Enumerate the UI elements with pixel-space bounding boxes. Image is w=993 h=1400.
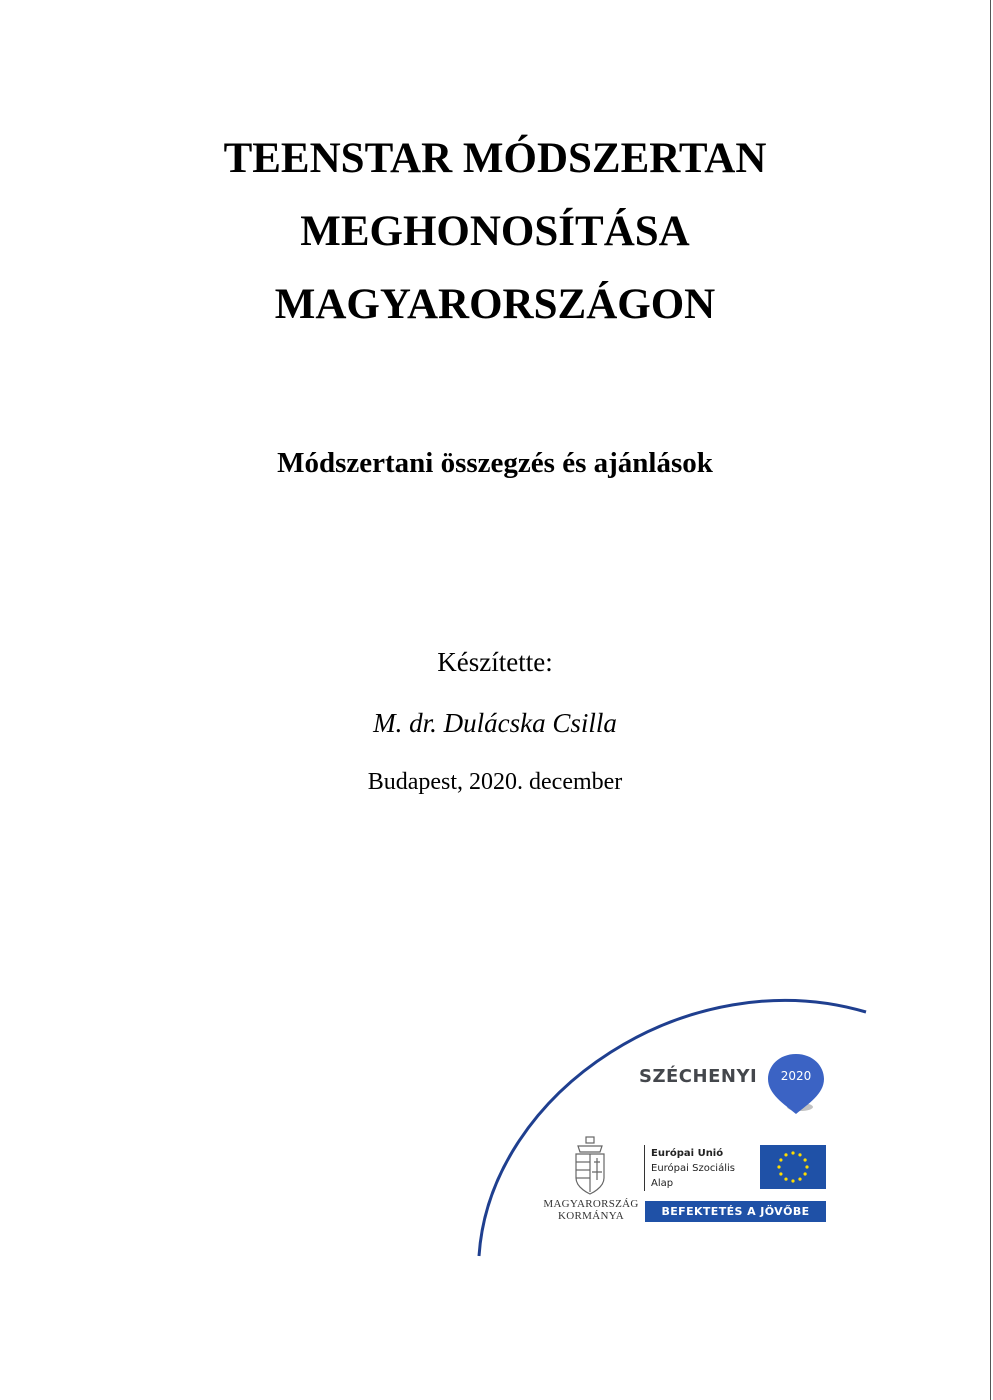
eu-star (777, 1165, 780, 1168)
eu-star (791, 1179, 794, 1182)
eu-star (798, 1153, 801, 1156)
document-title (0, 122, 990, 341)
szechenyi-year: 2020 (780, 1069, 812, 1083)
page-right-border (990, 0, 991, 1400)
government-logo-text (536, 1198, 646, 1222)
eu-star (784, 1153, 787, 1156)
eu-divider (644, 1145, 645, 1191)
eu-line-3: Alap (651, 1178, 674, 1189)
eu-star (798, 1178, 801, 1181)
government-line-1: MAGYARORSZÁG (543, 1198, 639, 1210)
document-subtitle: Módszertani összegzés és ajánlások (277, 447, 713, 479)
title-line-3: MAGYARORSZÁGON (274, 281, 716, 328)
eu-line-2: Európai Szociális (651, 1163, 735, 1174)
eu-line-1: Európai Unió (651, 1148, 724, 1159)
eu-star (784, 1178, 787, 1181)
title-line-2: MEGHONOSÍTÁSA (300, 208, 690, 255)
government-line-2: KORMÁNYA (558, 1210, 624, 1222)
eu-star (779, 1172, 782, 1175)
prepared-by-label: Készítette: (437, 647, 553, 677)
eu-star (804, 1158, 807, 1161)
szechenyi-logo-text: SZÉCHENYI (639, 1066, 758, 1087)
eu-star (791, 1151, 794, 1154)
title-line-1: TEENSTAR MÓDSZERTAN (223, 135, 767, 182)
eu-logo-text (651, 1146, 735, 1191)
author-name: M. dr. Dulácska Csilla (373, 708, 617, 738)
place-and-date: Budapest, 2020. december (367, 769, 623, 795)
eu-star (805, 1165, 808, 1168)
eu-star (779, 1158, 782, 1161)
coat-of-arms-icon (576, 1137, 604, 1194)
szechenyi-pin-icon (768, 1054, 824, 1114)
eu-slogan-bar: BEFEKTETÉS A JÖVŐBE (645, 1201, 826, 1222)
funding-logo-block (470, 980, 870, 1260)
eu-star (804, 1172, 807, 1175)
